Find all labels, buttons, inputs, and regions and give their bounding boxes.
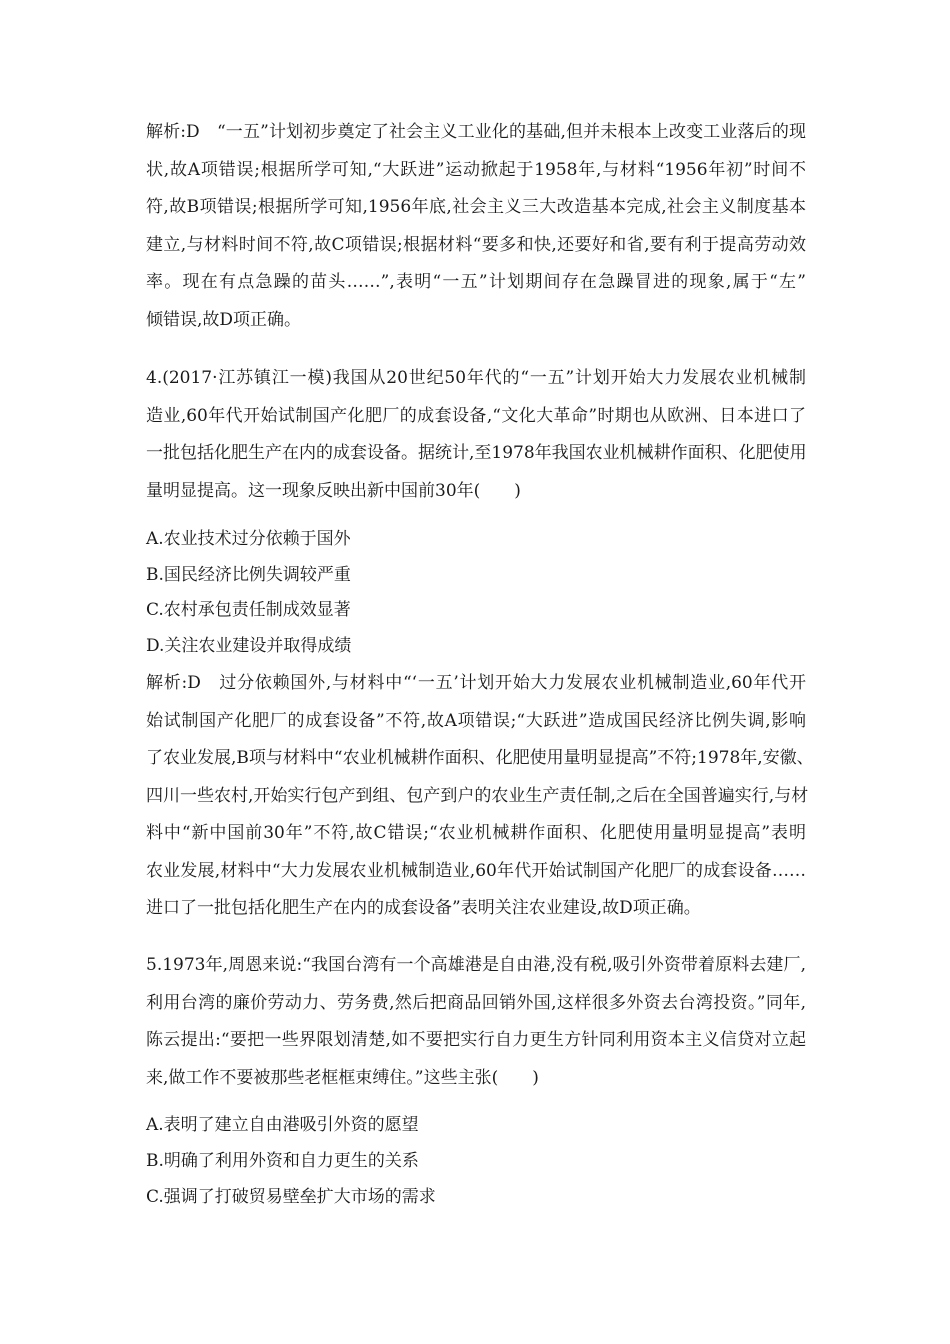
q4-analysis bbox=[146, 665, 814, 928]
q3-analysis-line: 建立,与材料时间不符,故C项错误;根据材料“要多和快,还要好和省,要有利于提高劳动效 bbox=[146, 234, 806, 255]
q3-analysis-line: 状,故A项错误;根据所学可知,“大跃进”运动掀起于1958年,与材料“1956年初”时间不 bbox=[146, 159, 806, 180]
q3-analysis-line: 符,故B项错误;根据所学可知,1956年底,社会主义三大改造基本完成,社会主义制度基本 bbox=[146, 197, 806, 217]
q4-stem-line: 一批包括化肥生产在内的成套设备。据统计,至1978年我国农业机械耕作面积、化肥使用 bbox=[146, 443, 807, 463]
q4-stem bbox=[146, 360, 806, 510]
q3-analysis-line: 率。现在有点急躁的苗头……”,表明“一五”计划期间存在急躁冒进的现象,属于“左” bbox=[146, 272, 806, 292]
q4-analysis-line: 进口了一批包括化肥生产在内的成套设备”表明关注农业建设,故D项正确。 bbox=[146, 898, 701, 918]
q4-option-a: A.农业技术过分依赖于国外 bbox=[146, 529, 351, 549]
q3-analysis bbox=[146, 114, 806, 339]
q5-option-b: B.明确了利用外资和自力更生的关系 bbox=[146, 1151, 419, 1171]
q5-stem bbox=[146, 947, 806, 1097]
q5-option-c: C.强调了打破贸易壁垒扩大市场的需求 bbox=[146, 1187, 436, 1207]
q4-option-b: B.国民经济比例失调较严重 bbox=[146, 565, 351, 585]
q3-analysis-line: 解析:D “一五”计划初步奠定了社会主义工业化的基础,但并未根本上改变工业落后的现 bbox=[146, 122, 806, 142]
q4-stem-line: 量明显提高。这一现象反映出新中国前30年( ) bbox=[146, 480, 521, 501]
q4-stem-line: 造业,60年代开始试制国产化肥厂的成套设备,“文化大革命”时期也从欧洲、日本进口了 bbox=[146, 405, 806, 426]
q4-analysis-line: 料中“新中国前30年”不符,故C错误;“农业机械耕作面积、化肥使用量明显提高”表明 bbox=[146, 823, 806, 843]
q5-stem-line: 来,做工作不要被那些老框框束缚住。”这些主张( ) bbox=[146, 1067, 539, 1088]
q4-option-d: D.关注农业建设并取得成绩 bbox=[146, 636, 352, 656]
q3-analysis-line: 倾错误,故D项正确。 bbox=[146, 309, 302, 330]
q4-analysis-line: 解析:D 过分依赖国外,与材料中“‘一五’计划开始大力发展农业机械制造业,60年代开 bbox=[146, 673, 806, 693]
q4-analysis-line: 始试制国产化肥厂的成套设备”不符,故A项错误;“大跃进”造成国民经济比例失调,影响 bbox=[146, 710, 806, 731]
q4-analysis-line: 了农业发展,B项与材料中“农业机械耕作面积、化肥使用量明显提高”不符;1978年,安徽、 bbox=[146, 748, 814, 768]
q4-stem-line: 4.(2017·江苏镇江一模)我国从20世纪50年代的“一五”计划开始大力发展农业机械制 bbox=[146, 368, 806, 388]
q5-option-a: A.表明了建立自由港吸引外资的愿望 bbox=[146, 1115, 419, 1135]
q4-option-c: C.农村承包责任制成效显著 bbox=[146, 600, 351, 620]
q5-stem-line: 陈云提出:“要把一些界限划清楚,如不要把实行自力更生方针同利用资本主义信贷对立起 bbox=[146, 1030, 806, 1050]
q5-stem-line: 5.1973年,周恩来说:“我国台湾有一个高雄港是自由港,没有税,吸引外资带着原料去建厂, bbox=[146, 955, 806, 975]
q5-stem-line: 利用台湾的廉价劳动力、劳务费,然后把商品回销外国,这样很多外资去台湾投资。”同年, bbox=[146, 992, 806, 1013]
q4-analysis-line: 四川一些农村,开始实行包产到组、包产到户的农业生产责任制,之后在全国普遍实行,与材 bbox=[146, 785, 809, 806]
q4-analysis-line: 农业发展,材料中“大力发展农业机械制造业,60年代开始试制国产化肥厂的成套设备…… bbox=[146, 860, 806, 881]
